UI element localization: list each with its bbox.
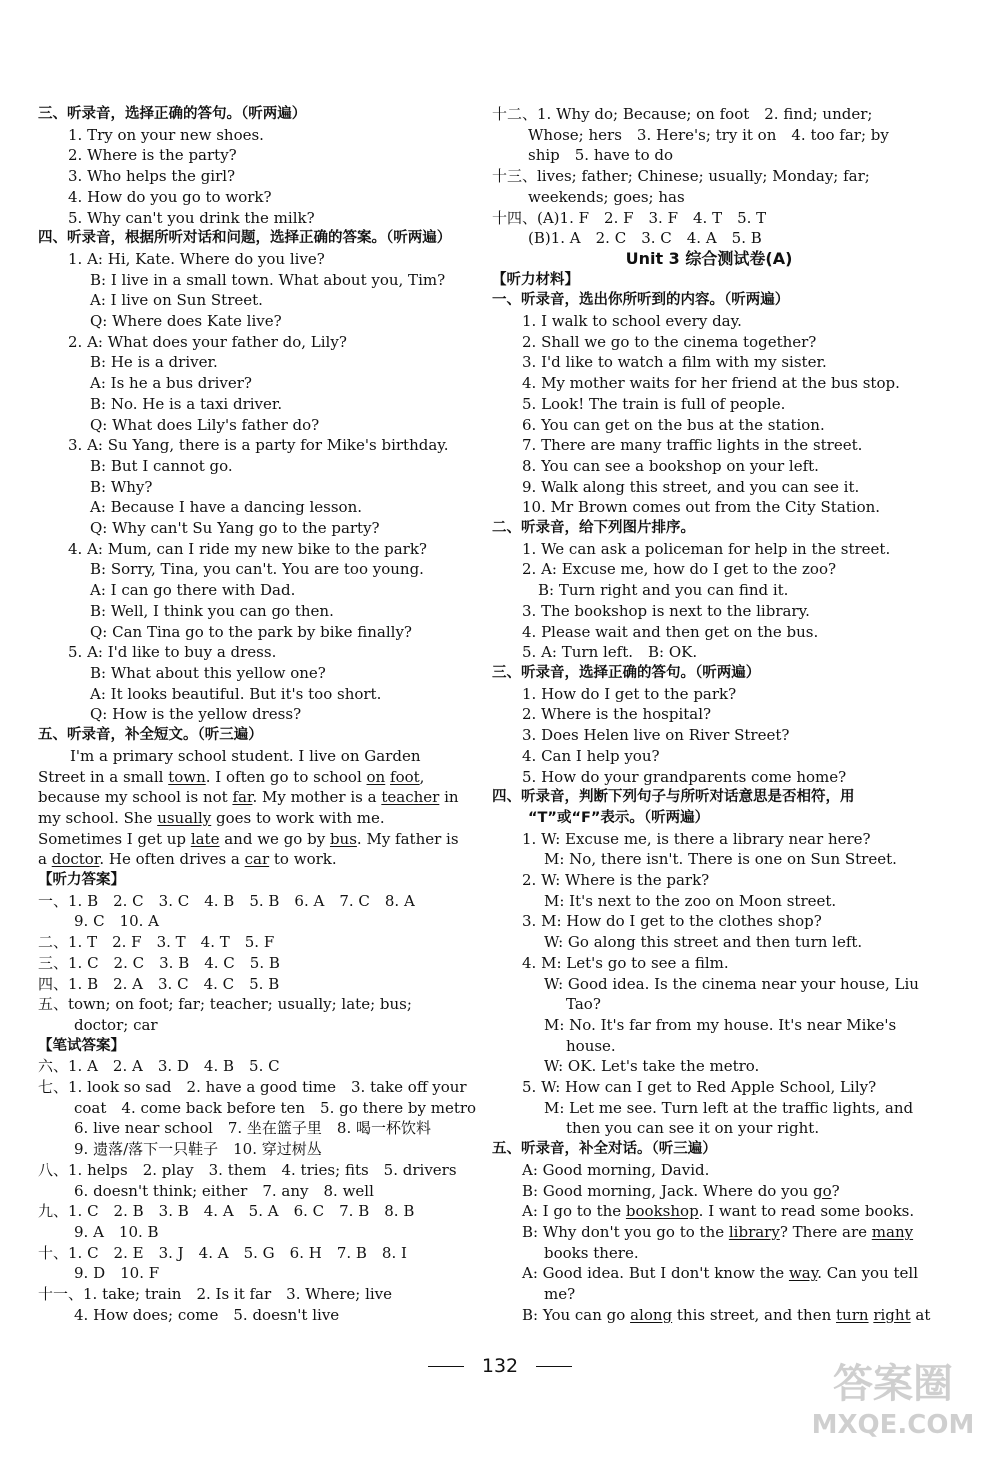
list-item: 2. Where is the hospital?	[522, 705, 712, 724]
section-4-title: 四、听录音，判断下列句子与所听对话意思是否相符，用	[492, 789, 855, 806]
dialogue-line: 4. A: Mum, can I ride my new bike to the park?	[68, 539, 427, 558]
dialogue-line: W: Go along this street and then turn left.	[544, 933, 863, 952]
list-item: 3. The bookshop is next to the library.	[522, 601, 810, 620]
section-2-title: 二、听录音，给下列图片排序。	[492, 520, 695, 537]
dialogue-line: me?	[544, 1285, 576, 1304]
list-item: 1. I walk to school every day.	[522, 312, 742, 331]
answer-line: coat 4. come back before ten 5. go there by metro	[74, 1098, 477, 1117]
answer-line: 十三、lives; father; Chinese; usually; Monday; far;	[492, 167, 870, 186]
answer-blank: go	[813, 1181, 832, 1200]
list-item: 5. How do your grandparents come home?	[522, 767, 847, 786]
answer-blank: doctor	[51, 850, 100, 869]
list-item: 4. Can I help you?	[522, 746, 660, 765]
answer-line: 十一、1. take; train 2. Is it far 3. Where; live	[38, 1285, 393, 1304]
dialogue-line: A: Is he a bus driver?	[90, 374, 252, 393]
section-4-title-cont: “T”或“F”表示。（听两遍）	[528, 809, 710, 826]
list-item: 1. We can ask a policeman for help in the street.	[522, 539, 891, 558]
answer-blank: town	[168, 767, 206, 786]
dialogue-line: 4. M: Let's go to see a film.	[522, 953, 729, 972]
dialogue-line: A: Good idea. But I don't know the way. Can you tell	[522, 1264, 919, 1283]
dialogue-line: A: Because I have a dancing lesson.	[90, 498, 362, 517]
dialogue-line: 3. A: Su Yang, there is a party for Mike's birthday.	[68, 436, 449, 455]
list-item: 8. You can see a bookshop on your left.	[522, 456, 819, 475]
passage-line: I'm a primary school student. I live on Garden	[70, 746, 421, 765]
dialogue-line: house.	[566, 1036, 616, 1055]
dialogue-line: books there.	[544, 1243, 639, 1262]
dialogue-line: M: It's next to the zoo on Moon street.	[544, 891, 837, 910]
list-item: 6. You can get on the bus at the station.	[522, 415, 825, 434]
answer-blank: usually	[157, 808, 212, 827]
answer-line: 十、1. C 2. E 3. J 4. A 5. G 6. H 7. B 8. I	[38, 1243, 407, 1262]
section-1-title: 一、听录音，选出你所听到的内容。（听两遍）	[492, 292, 790, 309]
answer-line: 八、1. helps 2. play 3. them 4. tries; fits 5. drivers	[38, 1160, 457, 1179]
answer-blank: many	[871, 1222, 914, 1241]
answer-blank: on	[366, 767, 386, 786]
answer-line: weekends; goes; has	[528, 187, 685, 206]
section-3-title: 三、听录音，选择正确的答句。（听两遍）	[38, 106, 307, 122]
unit-title: Unit 3 综合测试卷(A)	[625, 248, 793, 268]
right-column	[492, 104, 931, 1325]
list-item: 2. Shall we go to the cinema together?	[522, 332, 817, 351]
dialogue-line: M: No, there isn't. There is one on Sun Street.	[544, 850, 897, 869]
answer-blank: teacher	[381, 788, 440, 807]
dialogue-line: A: I go to the bookshop. I want to read some books.	[522, 1202, 915, 1221]
answer-line: 十四、(A)1. F 2. F 3. F 4. T 5. T	[492, 208, 767, 227]
page-dash-right	[536, 1366, 572, 1367]
watermark-top-text: 答案圈	[833, 1361, 953, 1407]
listening-answers-title: 【听力答案】	[38, 872, 125, 889]
dialogue-line: B: You can go along this street, and then turn right at	[522, 1305, 931, 1324]
answer-blank: bookshop	[625, 1202, 699, 1221]
dialogue-line: B: No. He is a taxi driver.	[90, 394, 283, 413]
dialogue-line: B: Sorry, Tina, you can't. You are too young.	[90, 560, 424, 579]
dialogue-line: B: Why don't you go to the library? There are many	[522, 1222, 914, 1241]
list-item: 4. How do you go to work?	[68, 187, 272, 206]
dialogue-line: B: He is a driver.	[90, 353, 218, 372]
answer-line: 9. 遗落/落下一只鞋子 10. 穿过树丛	[74, 1140, 322, 1159]
answer-line: (B)1. A 2. C 3. C 4. A 5. B	[528, 229, 762, 248]
answer-line: 4. How does; come 5. doesn't live	[74, 1305, 340, 1324]
answer-line: Whose; hers 3. Here's; try it on 4. too far; by	[528, 125, 889, 144]
list-item: 1. Try on your new shoes.	[68, 125, 264, 144]
answer-blank: right	[873, 1305, 911, 1324]
dialogue-line: Q: Why can't Su Yang go to the party?	[90, 519, 380, 538]
dialogue-line: B: Well, I think you can go then.	[90, 601, 334, 620]
dialogue-line: A: It looks beautiful. But it's too short.	[90, 684, 382, 703]
list-item: 9. Walk along this street, and you can see it.	[522, 477, 860, 496]
dialogue-line: B: Why?	[90, 477, 153, 496]
dialogue-line: M: Let me see. Turn left at the traffic lights, and	[544, 1098, 914, 1117]
answer-blank: turn	[836, 1305, 869, 1324]
list-item: 10. Mr Brown comes out from the City Station.	[522, 498, 881, 517]
answer-blank: foot	[390, 767, 420, 786]
answer-line: 三、1. C 2. C 3. B 4. C 5. B	[38, 953, 280, 972]
dialogue-line: M: No. It's far from my house. It's near Mike's	[544, 1015, 897, 1034]
answer-blank: far	[232, 788, 253, 807]
answer-line: 七、1. look so sad 2. have a good time 3. take off your	[38, 1078, 467, 1097]
answer-blank: along	[630, 1305, 673, 1324]
dialogue-line: Q: Can Tina go to the park by bike finally?	[90, 622, 412, 641]
section-5-title: 五、听录音，补全短文。（听三遍）	[38, 727, 263, 744]
passage-line: my school. She usually goes to work with me.	[38, 808, 385, 827]
list-item: 5. A: Turn left. B: OK.	[522, 643, 698, 662]
dialogue-line: Q: How is the yellow dress?	[90, 705, 302, 724]
list-item: 3. Does Helen live on River Street?	[522, 726, 790, 745]
dialogue-line: Q: What does Lily's father do?	[90, 415, 320, 434]
dialogue-line: Tao?	[566, 995, 601, 1014]
answer-line: 九、1. C 2. B 3. B 4. A 5. A 6. C 7. B 8. B	[38, 1202, 415, 1221]
answer-line: 6. live near school 7. 坐在篮子里 8. 喝一杯饮料	[74, 1119, 431, 1138]
list-item: 5. Look! The train is full of people.	[522, 394, 786, 413]
answer-line: doctor; car	[74, 1015, 158, 1034]
dialogue-line: A: I can go there with Dad.	[90, 581, 296, 600]
dialogue-line: 1. W: Excuse me, is there a library near here?	[522, 829, 871, 848]
passage-line: because my school is not far. My mother is a teacher in	[38, 788, 459, 807]
answer-line: 五、town; on foot; far; teacher; usually; late; bus;	[38, 995, 412, 1014]
answer-line: 6. doesn't think; either 7. any 8. well	[74, 1181, 374, 1200]
listening-material-title: 【听力材料】	[492, 271, 579, 288]
section-3-title: 三、听录音，选择正确的答句。（听两遍）	[492, 664, 761, 681]
answer-line: 二、1. T 2. F 3. T 4. T 5. F	[38, 933, 275, 952]
dialogue-line: Q: Where does Kate live?	[90, 312, 282, 331]
section-5-title: 五、听录音，补全对话。（听三遍）	[492, 1141, 717, 1158]
page-number-text: 132	[481, 1355, 519, 1377]
list-item: B: Turn right and you can find it.	[538, 581, 789, 600]
answer-line: 9. A 10. B	[74, 1222, 159, 1241]
answer-line: 9. C 10. A	[74, 912, 160, 931]
answer-line: ship 5. have to do	[528, 146, 674, 165]
answer-blank: late	[190, 829, 220, 848]
list-item: 5. Why can't you drink the milk?	[68, 208, 315, 227]
answer-blank: way	[788, 1264, 818, 1283]
passage-line: Sometimes I get up late and we go by bus. My father is	[38, 829, 459, 848]
list-item: 2. A: Excuse me, how do I get to the zoo?	[522, 560, 837, 579]
dialogue-line: 3. M: How do I get to the clothes shop?	[522, 912, 822, 931]
watermark-bottom-text: MXQE.COM	[811, 1410, 975, 1440]
answer-line: 9. D 10. F	[74, 1264, 160, 1283]
answer-blank: car	[244, 850, 270, 869]
dialogue-line: B: What about this yellow one?	[90, 663, 326, 682]
dialogue-line: then you can see it on your right.	[566, 1119, 820, 1138]
list-item: 2. Where is the party?	[68, 146, 237, 165]
list-item: 7. There are many traffic lights in the street.	[522, 436, 863, 455]
dialogue-line: 5. W: How can I get to Red Apple School, Lily?	[522, 1078, 877, 1097]
list-item: 3. I'd like to watch a film with my sister.	[522, 353, 827, 372]
answer-line: 十二、1. Why do; Because; on foot 2. find; under;	[492, 105, 873, 123]
list-item: 4. My mother waits for her friend at the bus stop.	[522, 374, 900, 393]
dialogue-line: W: Good idea. Is the cinema near your house, Liu	[544, 974, 919, 993]
answer-line: 一、1. B 2. C 3. C 4. B 5. B 6. A 7. C 8. A	[38, 891, 415, 910]
left-column	[38, 104, 477, 1325]
answer-blank: library	[728, 1222, 780, 1241]
dialogue-line: A: Good morning, David.	[522, 1160, 710, 1179]
dialogue-line: W: OK. Let's take the metro.	[544, 1057, 760, 1076]
answer-line: 四、1. B 2. A 3. C 4. C 5. B	[38, 974, 280, 993]
answer-line: 六、1. A 2. A 3. D 4. B 5. C	[38, 1057, 280, 1076]
written-answers-title: 【笔试答案】	[38, 1037, 125, 1054]
dialogue-line: B: But I cannot go.	[90, 456, 233, 475]
passage-line: a doctor. He often drives a car to work.	[38, 850, 337, 869]
answer-blank: bus	[329, 829, 357, 848]
list-item: 3. Who helps the girl?	[68, 167, 236, 186]
dialogue-line: A: I live on Sun Street.	[90, 291, 263, 310]
dialogue-line: 5. A: I'd like to buy a dress.	[68, 643, 277, 662]
dialogue-line: 1. A: Hi, Kate. Where do you live?	[68, 249, 325, 268]
page-dash-left	[428, 1366, 464, 1367]
dialogue-line: B: Good morning, Jack. Where do you go?	[522, 1181, 840, 1200]
dialogue-line: B: I live in a small town. What about you, Tim?	[90, 270, 446, 289]
list-item: 4. Please wait and then get on the bus.	[522, 622, 819, 641]
dialogue-line: 2. W: Where is the park?	[522, 871, 710, 890]
dialogue-line: 2. A: What does your father do, Lily?	[68, 332, 347, 351]
watermark-logo	[808, 1349, 978, 1441]
list-item: 1. How do I get to the park?	[522, 684, 737, 703]
passage-line: Street in a small town. I often go to school on foot,	[38, 767, 425, 786]
section-4-title: 四、听录音，根据所听对话和问题，选择正确的答案。（听两遍）	[38, 230, 452, 247]
